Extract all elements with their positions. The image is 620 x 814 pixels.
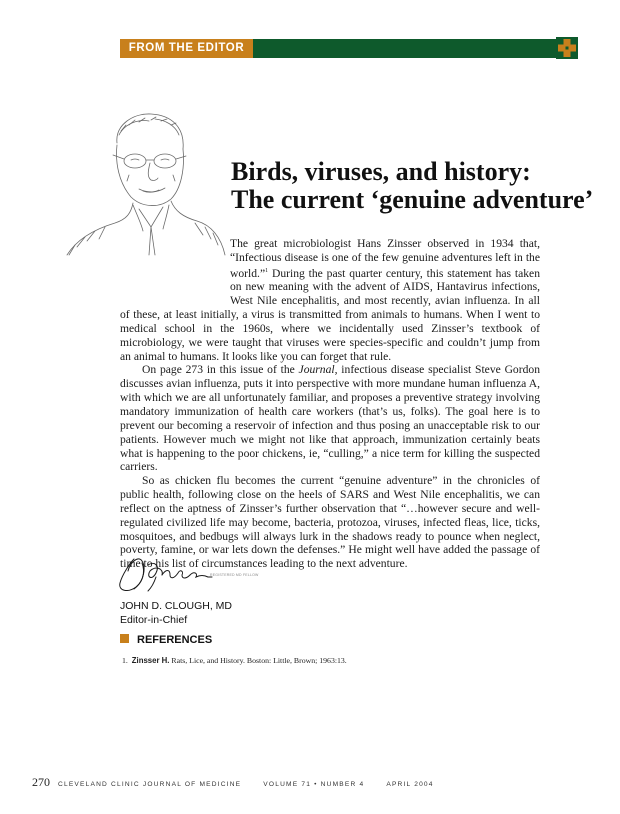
article-title xyxy=(231,158,593,214)
header-bar xyxy=(120,39,556,58)
p1-text-b: During the past quarter century, this statement has taken on new meaning with the advent of AIDS, Hantavirus infections, West Nile encephalitis, and most recently, avian influenza. In all of these, at least initially, a virus is transmitted from animals to humans. When I went to medical school in the 1960s, where we incidentally used Zinsser’s textbook of microbiology, we were taught that viruses were species-specific and couldn’t jump from an animal to humans. It looks like you can forget that rule. xyxy=(120,266,540,363)
reference-item xyxy=(122,656,347,665)
p2-text-b: infectious disease specialist Steve Gordon discusses avian influenza, puts it into perspective with more mundane human influenza A, with which we are all unfortunately familiar, and proposes a preventive strategy involving mandatory immunization of health care workers (that’s us, folks). The goal here is to prevent our becoming a reservoir of infection and thus posing an unacceptable risk to our patients. However much we might not like that approach, immunization certainly beats what is happening to the poor chickens, ie, “culling,” a nice term for killing the suspected carriers. xyxy=(120,363,540,474)
reference-text: Rats, Lice, and History. Boston: Little, Brown; 1963:13. xyxy=(169,656,347,665)
references-heading xyxy=(120,634,212,646)
reference-number: 1. xyxy=(122,656,128,665)
p2-text-a: On page 273 in this issue of the xyxy=(142,363,299,377)
title-line-2: The current ‘genuine adventure’ xyxy=(231,185,594,214)
page-footer xyxy=(32,775,434,790)
cross-logo-icon xyxy=(556,37,578,59)
author-role: Editor-in-Chief xyxy=(120,614,188,626)
paragraph-2 xyxy=(120,363,540,474)
journal-name: CLEVELAND CLINIC JOURNAL OF MEDICINE xyxy=(58,781,242,788)
section-tag: FROM THE EDITOR xyxy=(120,39,253,58)
square-bullet-icon xyxy=(120,634,129,643)
p1-text-a: The great microbiologist Hans Zinsser observed in 1934 that, “Infectious disease is one of the few genuine adventures left in the world.” xyxy=(230,237,540,280)
volume-number: VOLUME 71 • NUMBER 4 xyxy=(263,781,365,788)
byline xyxy=(120,599,232,627)
title-line-1: Birds, viruses, and history: xyxy=(231,157,531,186)
wrap-spacer xyxy=(120,237,230,306)
journal-italic: Journal, xyxy=(298,363,338,377)
signature-fineprint: REGISTERED MD FELLOW xyxy=(210,573,259,577)
author-name: JOHN D. CLOUGH, MD xyxy=(120,600,233,612)
references-heading-text: REFERENCES xyxy=(137,634,213,646)
reference-author: Zinsser H. xyxy=(131,656,170,665)
paragraph-3: So as chicken flu becomes the current “genuine adventure” in the chronicles of public health, following close on the heels of SARS and West Nile encephalitis, we can reflect on the aptness of Zinsser’s further observation that “…however secure and well-regulated civilized life may become, bacteria, protozoa, viruses, infected fleas, lice, ticks, mosquitoes, and bedbugs will always lurk in the shadows ready to pounce when neglect, poverty, famine, or war lets down the defenses.” He might well have added the passage of time to his list of circumstances leading to the next adventure. xyxy=(120,474,540,571)
citation-1: 1 xyxy=(265,267,269,274)
page-number: 270 xyxy=(32,775,50,789)
issue-date: APRIL 2004 xyxy=(386,781,434,788)
article-body xyxy=(120,237,540,571)
